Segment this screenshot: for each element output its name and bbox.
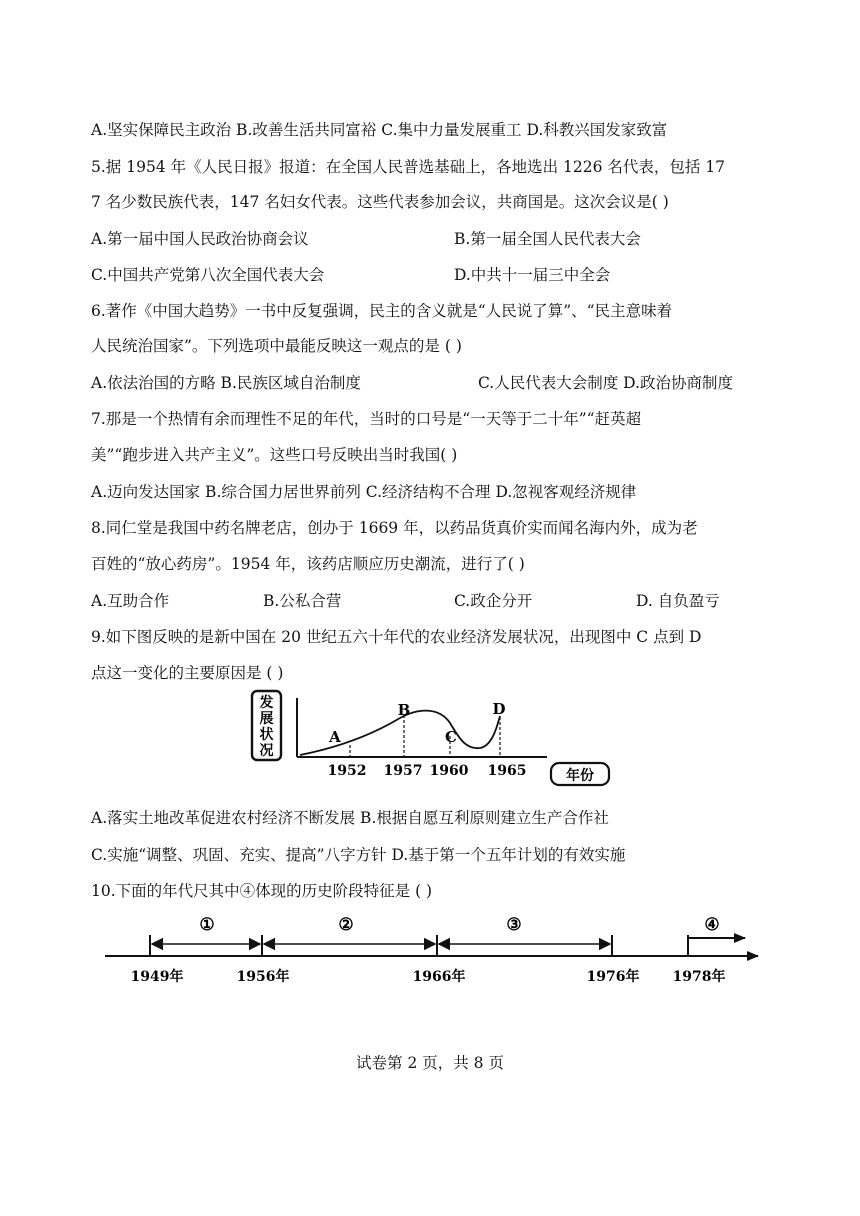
year-label-1966: 1966年 xyxy=(412,969,466,985)
y-label-char-2: 展 xyxy=(259,711,274,727)
q5-stem-line1: 5.据 1954 年《人民日报》报道：在全国人民普选基础上，各地选出 1226 名代表，包括 17 xyxy=(91,158,726,176)
q7-options: A.迈向发达国家 B.综合国力居世界前列 C.经济结构不合理 D.忽视客观经济规律 xyxy=(91,483,637,501)
q9-options-cd: C.实施“调整、巩固、充实、提高”八字方针 D.基于第一个五年计划的有效实施 xyxy=(91,846,626,864)
q8-option-a: A.互助合作 xyxy=(91,592,170,610)
x-tick-1952: 1952 xyxy=(327,763,367,779)
segment-arrow-4 xyxy=(688,935,745,938)
point-label-d: D xyxy=(492,700,506,718)
q7-stem-line2: 美”“跑步进入共产主义”。这些口号反映出当时我国( ) xyxy=(91,446,458,464)
q8-stem-line1: 8.同仁堂是我国中药名牌老店，创办于 1669 年，以药品货真价实而闻名海内外，成为老 xyxy=(91,519,698,537)
q4-options: A.坚实保障民主政治 B.改善生活共同富裕 C.集中力量发展重工 D.科教兴国发家致富 xyxy=(91,121,668,139)
year-label-1949: 1949年 xyxy=(130,969,184,985)
q8-option-d: D. 自负盈亏 xyxy=(636,592,720,610)
q10-timeline xyxy=(100,910,770,990)
x-tick-1960: 1960 xyxy=(429,763,469,779)
page-footer: 试卷第 2 页，共 8 页 xyxy=(356,1054,504,1072)
q5-option-c: C.中国共产党第八次全国代表大会 xyxy=(91,266,325,284)
x-tick-1957: 1957 xyxy=(383,763,423,779)
q9-stem-line2: 点这一变化的主要原因是 ( ) xyxy=(91,664,284,682)
x-axis-label: 年份 xyxy=(566,768,594,784)
segment-label-4: ④ xyxy=(704,915,720,935)
x-tick-1965: 1965 xyxy=(487,763,527,779)
point-label-b: B xyxy=(397,701,411,719)
q9-options-ab: A.落实土地改革促进农村经济不断发展 B.根据自愿互利原则建立生产合作社 xyxy=(91,809,609,827)
q8-option-c: C.政企分开 xyxy=(454,592,533,610)
q6-stem-line2: 人民统治国家”。下列选项中最能反映这一观点的是 ( ) xyxy=(91,337,462,355)
q5-option-a: A.第一届中国人民政治协商会议 xyxy=(91,230,309,248)
q10-stem: 10.下面的年代尺其中④体现的历史阶段特征是 ( ) xyxy=(91,882,433,900)
y-label-char-4: 况 xyxy=(259,743,274,759)
q7-stem-line1: 7.那是一个热情有余而理性不足的年代，当时的口号是“一天等于二十年”“赶英超 xyxy=(91,410,642,428)
q6-options-cd: C.人民代表大会制度 D.政治协商制度 xyxy=(478,374,733,392)
year-label-1976: 1976年 xyxy=(586,969,640,985)
q6-options-ab: A.依法治国的方略 B.民族区域自治制度 xyxy=(91,374,361,392)
point-label-a: A xyxy=(329,728,341,746)
q5-option-b: B.第一届全国人民代表大会 xyxy=(454,230,641,248)
year-label-1978: 1978年 xyxy=(672,969,726,985)
segment-label-1: ① xyxy=(199,915,215,935)
q9-stem-line1: 9.如下图反映的是新中国在 20 世纪五六十年代的农业经济发展状况，出现图中 C 点到 D xyxy=(91,628,702,646)
q5-option-d: D.中共十一届三中全会 xyxy=(454,266,611,284)
y-label-char-3: 状 xyxy=(259,727,274,743)
segment-label-2: ② xyxy=(338,915,354,935)
point-label-c: C xyxy=(445,728,457,746)
year-label-1956: 1956年 xyxy=(236,969,290,985)
q8-option-b: B.公私合营 xyxy=(263,592,342,610)
y-label-char-1: 发 xyxy=(259,695,274,711)
q9-development-chart xyxy=(240,688,620,788)
q8-stem-line2: 百姓的“放心药房”。1954 年，该药店顺应历史潮流，进行了( ) xyxy=(91,555,525,573)
q5-stem-line2: 7 名少数民族代表，147 名妇女代表。这些代表参加会议，共商国是。这次会议是( ) xyxy=(91,193,669,211)
segment-label-3: ③ xyxy=(506,915,522,935)
q6-stem-line1: 6.著作《中国大趋势》一书中反复强调，民主的含义就是“人民说了算”、“民主意味着 xyxy=(91,302,673,320)
